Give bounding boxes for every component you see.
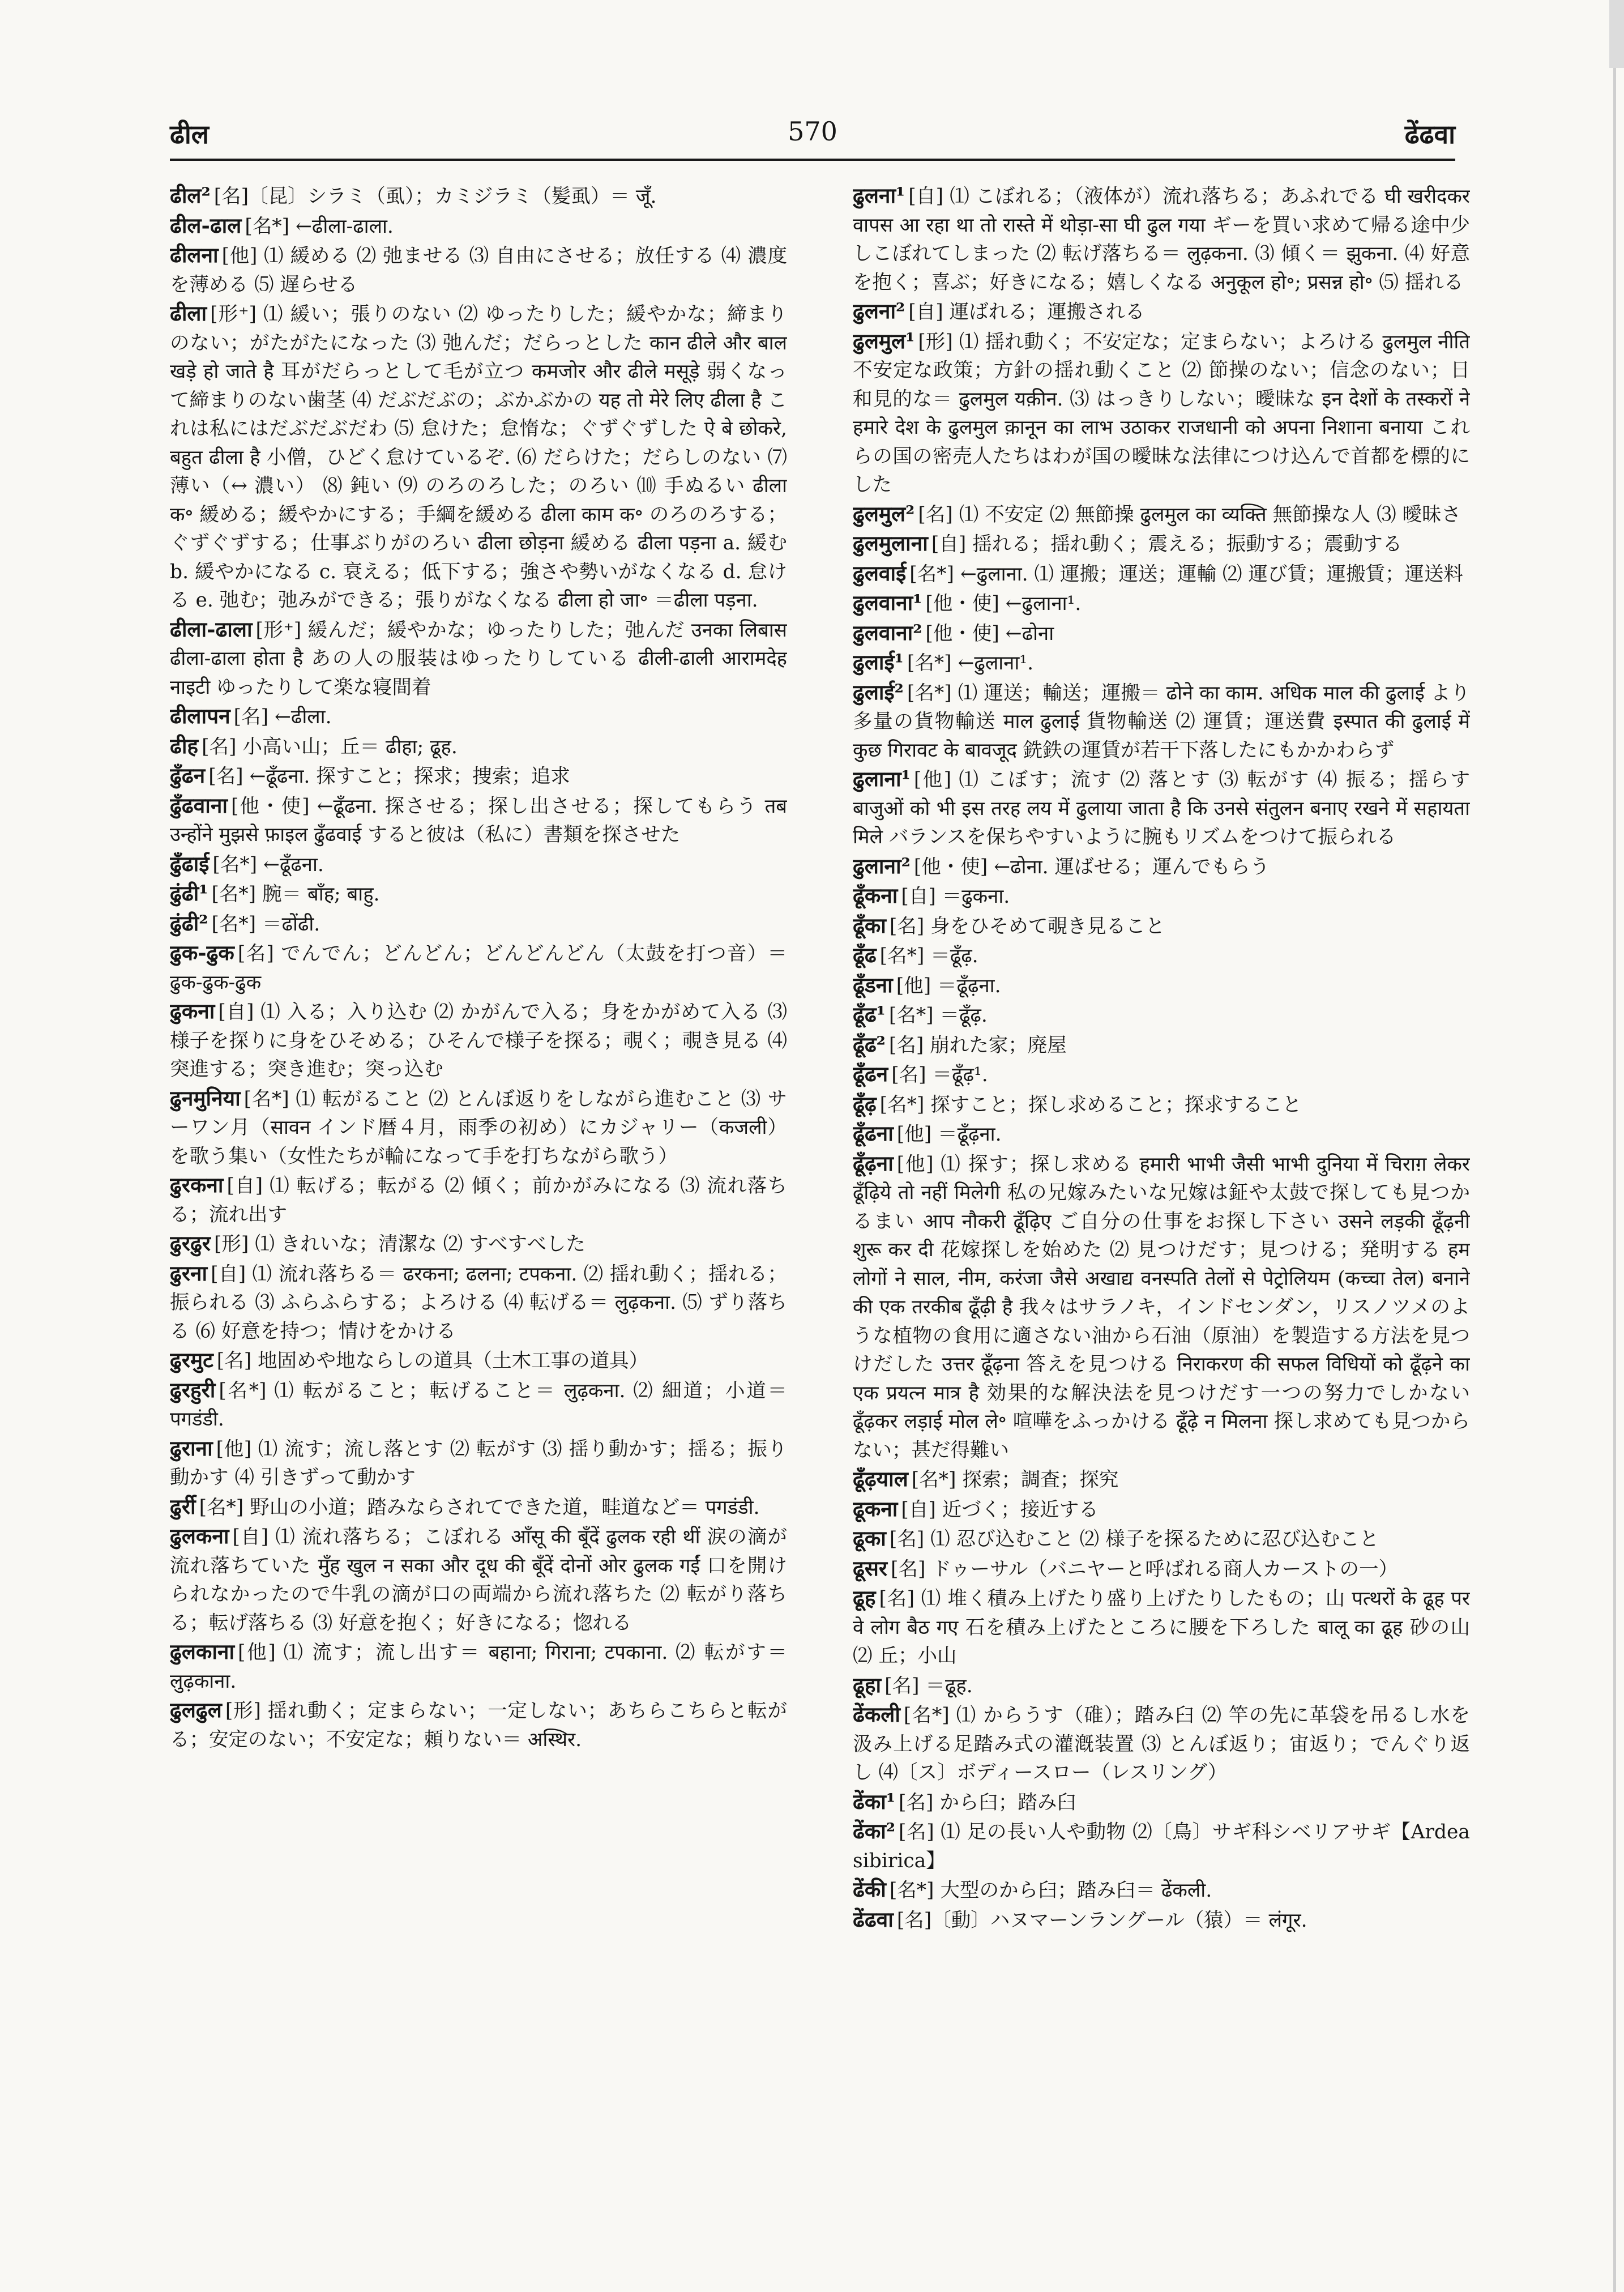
entry-headword: ढुँढन [170,763,206,788]
dictionary-entry [170,299,787,615]
entry-headword: ढूँढना [853,1121,894,1146]
entry-definition: [名*] ⑴ 運送；輸送；運搬＝ ढोने का काम. अधिक माल की ढुलाई より多量の貨物輸送 माल ढुलाई 貨物輸送 ⑵ 運賃；運送費 इस्पात की ढुलाई में कुछ गिरावट के बावजूद 銑鉄の運賃が若干下落したにもかかわらず [853,681,1470,762]
entry-headword: ढूँढ़ [853,1091,877,1116]
entry-definition: [自] 運ばれる；運搬される [908,301,1145,323]
dictionary-entry [170,850,787,880]
entry-headword: ढुलकाना [170,1639,235,1664]
entry-definition: [他・使] ←ढोना. 運ばせる；運んでもらう [913,855,1270,878]
dictionary-entry [853,618,1470,648]
dictionary-entry [170,1637,787,1696]
dictionary-entry [170,1229,787,1259]
right-column [853,181,1470,2265]
entry-definition: [自] ⑴ こぼれる；（液体が）流れ落ちる；あふれでる घी खरीदकर वापस आ रहा था तो रास्ते में थोड़ा-सा घी ढुल गया ギーを買い求めて帰る途中少しこぼれてしまった ⑵ 転げ落ちる＝ लुढ़कना. ⑶ 傾く＝ झुकना. ⑷ 好意を抱く；喜ぶ；好きになる；嬉しくなる अनुकूल हो॰; प्रसन्न हो॰ ⑸ 揺れる [853,185,1470,294]
dictionary-entry [170,211,787,241]
page-header [170,116,1455,156]
dictionary-entry [853,181,1470,297]
entry-definition: [自] 揺れる；揺れ動く；震える；振動する；震動する [931,533,1403,556]
entry-headword: ढुलवाना¹ [853,590,922,615]
entry-definition: [名] から臼；踏み臼 [899,1791,1076,1814]
dictionary-entry [853,559,1470,589]
entry-definition: [自] 近づく；接近する [901,1498,1099,1521]
entry-headword: ढूँढ² [853,1031,886,1057]
dictionary-entry [853,911,1470,941]
entry-headword: ढूँढ [853,942,877,967]
dictionary-entry [853,1060,1470,1090]
guide-word-right: ढेंढवा [1404,119,1455,150]
dictionary-entry [170,1376,787,1434]
dictionary-entry [170,909,787,939]
entry-definition: [名*] ←ढूँढना. [212,853,324,876]
entry-definition: [名] ドゥーサル（バニヤーと呼ばれる商人カーストの一） [890,1557,1399,1581]
entry-headword: ढुलवाना² [853,620,922,645]
entry-definition: [他・使] ←ढुलाना¹. [925,592,1082,615]
entry-headword: ढुंढी² [170,910,208,936]
entry-headword: ढुर्री [170,1493,196,1519]
dictionary-entry [853,1584,1470,1671]
entry-headword: ढूँढ़ना [853,1150,894,1176]
entry-definition: [他] ⑴ 流す；流し出す＝ बहाना; गिराना; टपकाना. ⑵ 転がす＝ लुढ़काना. [170,1641,787,1693]
entry-headword: ढुँढवाना [170,792,228,818]
entry-headword: ढुरढुर [170,1231,211,1256]
entry-definition: [他・使] ←ढोना [925,622,1054,645]
dictionary-entry [853,297,1470,327]
entry-definition: [名] ＝ढूह. [884,1674,973,1697]
dictionary-entry [170,241,787,299]
entry-headword: ढूँढ¹ [853,1002,886,1027]
entry-headword: ढूँढन [853,1061,888,1086]
dictionary-entry [853,1787,1470,1817]
dictionary-entry [170,1346,787,1376]
dictionary-entry [853,529,1470,559]
entry-headword: ढुलाई² [853,679,904,705]
entry-definition: [名]〔昆〕シラミ（虱）；カミジラミ（髪虱）＝ जूँ. [213,185,657,208]
dictionary-entry [853,1090,1470,1120]
entry-headword: ढूह [853,1585,876,1610]
entry-headword: ढीला-ढाला [170,616,253,642]
entry-definition: [名*] 探索；調査；探究 [911,1469,1119,1491]
dictionary-entry [853,1524,1470,1554]
entry-definition: [他] ⑴ 流す；流し落とす ⑵ 転がす ⑶ 揺り動かす；揺る；振り動かす ⑷ 引きずって動かす [170,1437,787,1489]
entry-headword: ढीह [170,733,199,758]
entry-headword: ढेंका¹ [853,1789,896,1814]
entry-definition: [名*] ←ढीला-ढाला. [245,215,394,238]
entry-definition: [他] ＝ढूँढ़ना. [896,1123,1002,1146]
entry-headword: ढुरकना [170,1172,224,1197]
dictionary-entry [853,941,1470,971]
entry-definition: [名*] 探すこと；探し求めること；探求すること [879,1093,1302,1116]
entry-headword: ढीलना [170,242,219,267]
dictionary-entry [853,852,1470,882]
entry-headword: ढुलना² [853,298,905,323]
dictionary-entry [170,732,787,762]
dictionary-entry [853,648,1470,678]
entry-definition: [名] 身をひそめて覗き見ること [889,915,1165,938]
entry-headword: ढूँढ़याल [853,1466,908,1491]
entry-definition: [名*] 大型のから臼；踏み臼＝ ढेंकली. [889,1879,1212,1902]
entry-definition: [他] ⑴ 緩める ⑵ 弛ませる ⑶ 自由にさせる；放任する ⑷ 濃度を薄める ⑸ 遅らせる [170,245,787,296]
entry-headword: ढील-ढाल [170,212,242,238]
entry-definition: [名] ⑴ 足の長い人や動物 ⑵〔鳥〕サギ科シベリアサギ【Ardea sibirica】 [853,1821,1470,1872]
dictionary-entry [170,938,787,997]
entry-definition: [形] 揺れ動く；定まらない；一定しない；あちらこちらと転がる；安定のない；不安定な；頼りない＝ अस्थिर. [170,1700,787,1751]
entry-headword: ढूँडना [853,972,893,997]
entry-headword: ढूसर [853,1555,887,1581]
entry-definition: [名] でんでん；どんどん；どんどんどん（太鼓を打つ音）＝ ढुक-ढुक-ढुक [170,942,787,994]
entry-headword: ढुलाना¹ [853,766,911,791]
entry-headword: ढुलाई¹ [853,650,904,675]
dictionary-entry [853,971,1470,1001]
entry-definition: [名*] ＝ढूँढ़. [879,945,978,967]
entry-headword: ढेंढवा [853,1906,894,1932]
entry-headword: ढीलापन [170,703,230,728]
dictionary-entry [170,997,787,1084]
entry-definition: [自] ⑴ 流れ落ちる＝ ढरकना; ढलना; टपकना. ⑵ 揺れ動く；揺れる；振られる ⑶ ふらふらする；よろける ⑷ 転げる＝ लुढ़कना. ⑸ ずり落ちる ⑹ 好意を持つ；情けをかける [170,1262,787,1343]
guide-word-left: ढील [170,119,209,150]
dictionary-entry [853,881,1470,911]
entry-headword: ढुनमुनिया [170,1085,241,1111]
entry-definition: [形] ⑴ 揺れ動く；不安定な；定まらない；よろける ढुलमुल नीति 不安定な政策；方針の揺れ動くこと ⑵ 節操のない；信念のない；日和見的な＝ ढुलमुल यक़ीन. ⑶ はっきりしない；曖昧な इन देशों के तस्करों ने हमारे देश के ढुलमुल क़ानून का लाभ उठाकर राजधानी को अपना निशाना बनाया これらの国の密売人たちはわが国の曖昧な法律につけ込んで首都を標的にした [853,330,1470,496]
entry-headword: ढेंकली [853,1702,900,1727]
entry-headword: ढूँका [853,912,886,938]
entry-definition: [自] ⑴ 入る；入り込む ⑵ かがんで入る；身をかがめて入る ⑶ 様子を探りに身をひそめる；ひそんで様子を探る；覗く；覗き見る ⑷ 突進する；突き進む；突っ込む [170,1001,787,1081]
entry-definition: [名*] 腕＝ बाँह; बाहु. [211,883,380,906]
page-number: 570 [788,116,837,147]
entry-definition: [他] ⑴ こぼす；流す ⑵ 落とす ⑶ 転がす ⑷ 振る；揺らす बाजुओं को भी इस तरह लय में ढुलाया जाता है कि उनसे संतुलन बनाए रखने में सहायता मिले バランスを保ちやすいように腕もリズムをつけて振られる [853,769,1470,848]
entry-definition: [名] 小高い山；丘＝ ढीहा; ढूह. [202,735,458,758]
dictionary-entry [853,1030,1470,1060]
entry-definition: [自] ⑴ 流れ落ちる；こぼれる आँसू की बूँदें ढुलक रही थीं 涙の滴が流れ落ちていた मुँह खुल न सका और दूध की बूँदें दोनों ओर ढुलक गईं 口を開けられなかったので牛乳の滴が口の両端から流れ落ちた ⑵ 転がり落ちる；転げ落ちる ⑶ 好意を抱く；好きになる；惚れる [170,1526,787,1634]
entry-definition: [名*] ⑴ 転がること ⑵ とんぼ返りをしながら進むこと ⑶ サーワン月（सावन インド暦４月，雨季の初め）にカジャリー（कजली）を歌う集い（女性たちが輪になって手を打ちながら歌う） [170,1087,787,1168]
entry-definition: [名*] ⑴ 転がること；転げること＝ लुढ़कना. ⑵ 細道；小道＝ पगडंडी. [170,1379,787,1431]
entry-headword: ढुलमुल¹ [853,328,915,353]
dictionary-entry [853,327,1470,500]
dictionary-entry [170,1259,787,1346]
dictionary-entry [853,765,1470,852]
dictionary-entry [853,1700,1470,1787]
dictionary-entry [170,181,787,211]
dictionary-entry [170,1492,787,1522]
entry-headword: ढुक-ढुक [170,940,234,965]
entry-headword: ढीला [170,301,207,326]
dictionary-entry [170,879,787,909]
dictionary-entry [853,1465,1470,1495]
dictionary-entry [170,615,787,702]
entry-headword: ढुरमुट [170,1347,213,1372]
entry-definition: [名] 崩れた家；廃屋 [888,1034,1067,1057]
entry-headword: ढेंकी [853,1877,886,1902]
dictionary-entry [853,1875,1470,1905]
left-column [170,181,787,2265]
entry-definition: [自] ＝ढुकना. [901,885,1010,908]
entry-headword: ढील² [170,183,211,208]
dictionary-entry [170,1696,787,1754]
dictionary-entry [170,761,787,791]
dictionary-entry [170,1434,787,1492]
entry-headword: ढुलकना [170,1523,229,1548]
dictionary-entry [853,678,1470,765]
dictionary-entry [853,588,1470,618]
dictionary-entry [853,1671,1470,1701]
entry-headword: ढुँढाई [170,851,210,876]
entry-definition: [名*] ←ढुलाना¹. [907,652,1034,675]
entry-definition: [他] ＝ढूँढ़ना. [896,974,1001,997]
entry-definition: [形⁺] ⑴ 緩い；張りのない ⑵ ゆったりした；緩やかな；締まりのない；がたがたになった ⑶ 弛んだ；だらっとした कान ढीले और बाल खड़े हो जाते है 耳がだらっとして毛が立つ कमजोर और ढीले मसूड़े 弱くなって締まりのない歯茎 ⑷ だぶだぶの；ぶかぶかの यह तो मेरे लिए ढीला है これは私にはだぶだぶだわ ⑸ 怠けた；怠惰な；ぐずぐずした ऐ बे छोकरे, बहुत ढीला है 小僧，ひどく怠けているぞ. ⑹ だらけた；だらしのない ⑺ 薄い（↔ 濃い） ⑻ 鈍い ⑼ のろのろした；のろい ⑽ 手ぬるい ढीला क॰ 緩める；緩やかにする；手綱を緩める ढीला काम क॰ のろのろする；ぐずぐずする；仕事ぶりがのろい ढीला छोड़ना 緩める ढीला पड़ना a. 緩む b. 緩やかになる c. 衰える；低下する；強さや勢いがなくなる d. 怠ける e. 弛む；弛みができる；張りがなくなる ढीला हो जा॰ ＝ढीला पड़ना. [170,303,787,612]
dictionary-entry [853,1905,1470,1935]
dictionary-entry [853,1119,1470,1149]
scan-edge-corner [1609,0,1624,68]
entry-headword: ढुलाना² [853,853,911,878]
entry-definition: [名] ⑴ 堆く積み上げたり盛り上げたりしたもの；山 पत्थरों के ढूह पर वे लोग बैठ गए 石を積み上げたところに腰を下ろした बालू का ढूह 砂の山 ⑵ 丘；小山 [853,1587,1470,1667]
entry-definition: [形⁺] 緩んだ；緩やかな；ゆったりした；弛んだ उनका लिबास ढीला-ढाला होता है あの人の服装はゆったりしている ढीली-ढाली आरामदेह नाइटी ゆったりして楽な寝間着 [170,618,787,699]
entry-headword: ढुलना¹ [853,183,905,208]
entry-definition: [名] 地固めや地ならしの道具（土木工事の道具） [216,1350,649,1372]
header-rule [170,159,1455,161]
entry-headword: ढुलवाई [853,560,907,586]
dictionary-entry [170,1171,787,1229]
entry-headword: ढुलमुलाना [853,531,928,556]
entry-definition: [名*] 野山の小道；踏みならされてできた道，畦道など＝ पगडंडी. [199,1496,760,1519]
entry-definition: [名*] ＝ढूँढ़. [888,1004,988,1027]
entry-headword: ढूहा [853,1672,882,1697]
dictionary-entry [853,500,1470,530]
entry-definition: [自] ⑴ 転げる；転がる ⑵ 傾く；前かがみになる ⑶ 流れ落ちる；流れ出す [170,1175,787,1226]
entry-headword: ढुराना [170,1435,213,1461]
entry-definition: [名*] ⑴ からうす（碓）；踏み臼 ⑵ 竿の先に革袋を吊るし水を汲み上げる足踏み式の灌漑装置 ⑶ とんぼ返り；宙返り；でんぐり返し ⑷〔ス〕ボディースロー（レスリング） [853,1704,1470,1784]
entry-headword: ढुंढी¹ [170,881,208,906]
entry-headword: ढुलढुल [170,1697,222,1722]
entry-definition: [名] ←ढूँढना. 探すこと；探求；捜索；追求 [208,765,570,788]
dictionary-entry [853,1495,1470,1525]
entry-definition: [名]〔動〕ハヌマーンラングール（猿）＝ लंगूर. [896,1909,1307,1932]
dictionary-entry [170,1084,787,1171]
entry-headword: ढूका [853,1526,886,1551]
scan-edge-line [1613,0,1616,2292]
entry-headword: ढूकना [853,1496,898,1521]
entry-definition: [名] ←ढीला. [233,706,332,728]
entry-headword: ढूँकना [853,883,898,908]
entry-headword: ढुकना [170,998,215,1023]
dictionary-entry [853,1000,1470,1030]
entry-definition: [他・使] ←ढूँढना. 探させる；探し出させる；探してもらう तब उन्होंने मुझसे फ़ाइल ढुँढवाई すると彼は（私に）書類を探させた [170,795,787,846]
entry-headword: ढेंका² [853,1819,896,1843]
dictionary-entry [170,791,787,850]
entry-definition: [名*] ＝ढोंढी. [211,912,320,936]
entry-headword: ढुरहुरी [170,1377,216,1402]
entry-definition: [形] ⑴ きれいな；清潔な ⑵ すべすべした [213,1233,586,1256]
dictionary-entry [853,1554,1470,1584]
entry-headword: ढुलमुल² [853,501,915,526]
entry-definition: [他] ⑴ 探す；探し求める हमारी भाभी जैसी भाभी दुनिया में चिराग़ लेकर ढूँढ़िये तो नहीं मिलेगी 私の兄嫁みたいな兄嫁は鉦や太鼓で探しても見つかるまい आप नौकरी ढूँढ़िए ご自分の仕事をお探し下さい उसने लड़की ढूँढ़नी शुरू कर दी 花嫁探しを始めた ⑵ 見つけだす；見つける；発明する हम लोगों ने साल, नीम, करंजा जैसे अखाद्य वनस्पति तेलों से पेट्रोलियम (कच्चा तेल) बनाने की एक तरकीब ढूँढ़ी है 我々はサラノキ，インドセンダン，リスノツメのような植物の食用に適さない油から石油（原油）を製造する方法を見つけだした उत्तर ढूँढ़ना 答えを見つける निराकरण की सफल विधियों को ढूँढ़ने का एक प्रयत्न मात्र है 効果的な解決法を見つけだす一つの努力でしかない ढूँढ़कर लड़ाई मोल ले॰ 喧嘩をふっかける ढूँढ़े न मिलना 探し求めても見つからない；甚だ得難い [853,1153,1470,1462]
entry-definition: [名*] ←ढुलाना. ⑴ 運搬；運送；運輸 ⑵ 運び賃；運搬賃；運送料 [909,562,1463,586]
entry-definition: [名] ⑴ 忍び込むこと ⑵ 様子を探るために忍び込むこと [889,1528,1379,1551]
dictionary-entry [853,1817,1470,1875]
entry-definition: [名] ＝ढूँढ़¹. [891,1064,988,1086]
dictionary-entry [853,1149,1470,1465]
dictionary-entry [170,702,787,732]
entry-definition: [名] ⑴ 不安定 ⑵ 無節操 ढुलमुल का व्यक्ति 無節操な人 ⑶ 曖昧さ [918,503,1461,526]
dictionary-entry [170,1522,787,1637]
entry-headword: ढुरना [170,1260,208,1286]
